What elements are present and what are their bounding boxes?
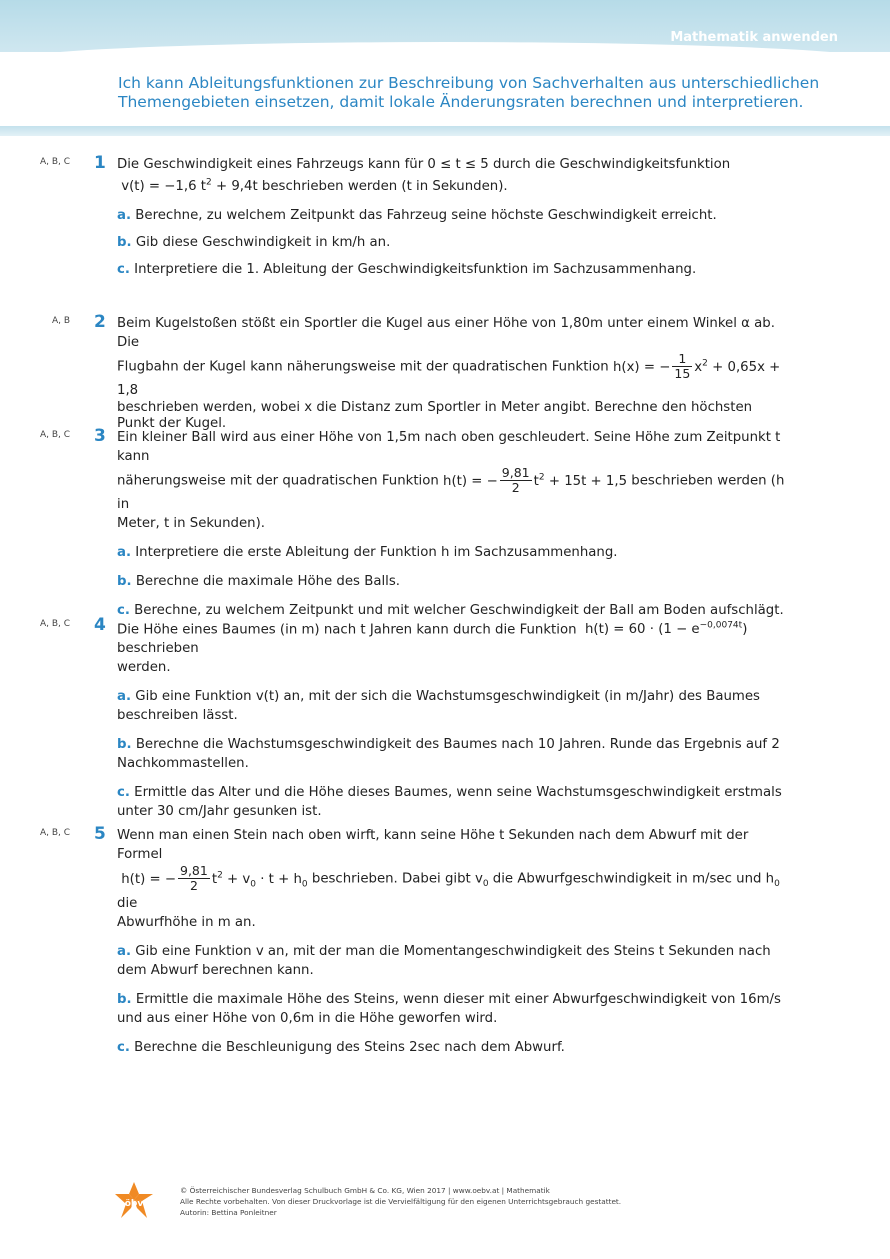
subtask-b: b. Berechne die maximale Höhe des Balls. <box>117 574 401 589</box>
subtask-a: a. Interpretiere die erste Ableitung der Funktion h im Sachzusammenhang. <box>117 545 618 560</box>
subtask-a: a. Gib eine Funktion v an, mit der man die Momentangeschwindigkeit des Steins t Sekunden nach dem Abwurf berechnen kann. <box>117 944 771 979</box>
task-levels: A, B, C <box>39 619 70 629</box>
footer-rights: Alle Rechte vorbehalten. Von dieser Druckvorlage ist die Vervielfältigung für den eigenen Unterrichtsgebrauch gestattet. <box>180 1197 622 1206</box>
svg-text:öbv: öbv <box>124 1199 144 1209</box>
subtask-c: c. Berechne, zu welchem Zeitpunkt und mit welcher Geschwindigkeit der Ball am Boden aufschlägt. <box>117 603 784 618</box>
subtask-b: b. Gib diese Geschwindigkeit in km/h an. <box>117 235 391 251</box>
task-body: Wenn man einen Stein nach oben wirft, kann seine Höhe t Sekunden nach dem Abwurf mit der Formel h(t) = − $\frac{9,81}{2}$ $t^2 + v_0 \cdot t + h_0$ beschrieben. Dabei gibt $v_0$ die Abwurfgeschwindigkeit in m/sec und $h_0$ die Abwurfhöhe in m an. a. Gib eine Funktion v an, mit der man die Momentangeschwindigkeit des Steins t Sekunden nach dem Abwurf berechnen kann. b. Ermittle die maximale Höhe des Steins, wenn dieser mit einer Abwurfgeschwindigkeit von 16m/s und aus einer Höhe von 0,6m in die Höhe geworfen wird. c. Berechne die Beschleunigung des Steins 2sec nach dem Abwurf. <box>117 826 787 1057</box>
subtask-c: c. Interpretiere die 1. Ableitung der Geschwindigkeitsfunktion im Sachzusammenhang. <box>117 262 697 278</box>
subtask-b: b. Ermittle die maximale Höhe des Steins, wenn dieser mit einer Abwurfgeschwindigkeit von 16m/s und aus einer Höhe von 0,6m in die Höhe geworfen wird. <box>117 992 781 1027</box>
task-body: Ein kleiner Ball wird aus einer Höhe von 1,5m nach oben geschleudert. Seine Höhe zum Zeitpunkt t kann näherungsweise mit der quadratischen Funktion h(t) = − $\frac{9,81}{2}$ $t^2 + 15t + 1,5$ beschrieben werden (h in Meter, t in Sekunden). a. Interpretiere die erste Ableitung der Funktion h im Sachzusammenhang. b. Berechne die maximale Höhe des Balls. c. Berechne, zu welchem Zeitpunkt und mit welcher Geschwindigkeit der Ball am Boden aufschlägt. <box>117 428 787 620</box>
task-levels: A, B <box>51 316 70 326</box>
oebv-logo <box>113 1180 155 1222</box>
subtask-b: b. Berechne die Wachstumsgeschwindigkeit des Baumes nach 10 Jahren. Runde das Ergebnis auf 2 Nachkommastellen. <box>117 737 780 772</box>
formula: h(t) = − $\frac{9,81}{2}$ $t^2 + 15t + 1,5$ <box>443 465 628 495</box>
task-body: Beim Kugelstoßen stößt ein Sportler die Kugel aus einer Höhe von 1,80m unter einem Winkel α ab. Die Flugbahn der Kugel kann näherungsweise mit der quadratischen Funktion h(x) = − $\frac{1}{15}$ $x^2 + 0,65x + 1,8$ beschrieben werden, wobei x die Distanz zum Sportler in Meter angibt. Berechne den höchsten Punkt der Kugel. <box>117 316 781 431</box>
task-levels: A, B, C <box>39 828 70 838</box>
task-number: 3 <box>94 426 106 446</box>
header-tag: Mathematik anwenden <box>670 30 838 45</box>
formula: h(t) = − $\frac{9,81}{2}$ $t^2 + v_0 \cdot t + h_0$ <box>121 863 308 893</box>
formula: v(t) = −1,6 $t^2 + 9,4t$ beschrieben werden (t in Sekunden). <box>121 178 508 195</box>
task-number: 2 <box>94 312 106 332</box>
formula: h(x) = − $\frac{1}{15}$ $x^2 + 0,65x + 1,8$ <box>117 351 781 398</box>
task-number: 1 <box>94 153 106 173</box>
footer-copyright: © Österreichischer Bundesverlag Schulbuch GmbH & Co. KG, Wien 2017 | www.oebv.at | Mathematik <box>180 1186 550 1195</box>
formula: $h(t) = 60 \cdot (1 - e^{-0,0074t})$ <box>584 621 748 638</box>
task-body <box>117 155 787 279</box>
task-number: 4 <box>94 615 106 635</box>
footer-author: Autorin: Bettina Ponleitner <box>180 1208 277 1217</box>
subtask-c: c. Berechne die Beschleunigung des Steins 2sec nach dem Abwurf. <box>117 1040 565 1056</box>
separator-band <box>0 126 890 136</box>
subtask-a: a. Gib eine Funktion v(t) an, mit der sich die Wachstumsgeschwindigkeit (in m/Jahr) des Baumes beschreiben lässt. <box>117 689 760 724</box>
task-levels: A, B, C <box>39 430 70 440</box>
intro-text: Ich kann Ableitungsfunktionen zur Beschreibung von Sachverhalten aus unterschiedlichen Themengebieten einsetzen, damit lokale Änderungsraten berechnen und interpretieren. <box>118 74 820 111</box>
subtask-c: c. Ermittle das Alter und die Höhe dieses Baumes, wenn seine Wachstumsgeschwindigkeit erstmals unter 30 cm/Jahr gesunken ist. <box>117 785 782 820</box>
task-body: Die Höhe eines Baumes (in m) nach t Jahren kann durch die Funktion $h(t) = 60 \cdot (1 - e^{-0,0074t})$ beschrieben werden. a. Gib eine Funktion v(t) an, mit der sich die Wachstumsgeschwindigkeit (in m/Jahr) des Baumes beschreiben lässt. b. Berechne die Wachstumsgeschwindigkeit des Baumes nach 10 Jahren. Runde das Ergebnis auf 2 Nachkommastellen. c. Ermittle das Alter und die Höhe dieses Baumes, wenn seine Wachstumsgeschwindigkeit erstmals unter 30 cm/Jahr gesunken ist. <box>117 617 787 821</box>
task-levels: A, B, C <box>39 157 70 167</box>
task-text: Die Geschwindigkeit eines Fahrzeugs kann für 0 ≤ t ≤ 5 durch die Geschwindigkeitsfunktion <box>117 157 731 172</box>
subtask-a: a. Berechne, zu welchem Zeitpunkt das Fahrzeug seine höchste Geschwindigkeit erreicht. <box>117 208 717 224</box>
footer <box>180 1185 830 1218</box>
task-number: 5 <box>94 824 106 844</box>
